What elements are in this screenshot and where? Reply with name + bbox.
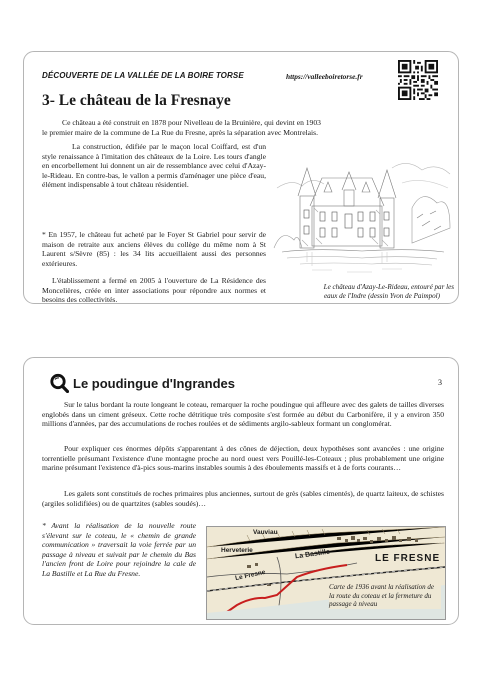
- poudingue-card: [23, 357, 459, 625]
- old-road-note: * Avant la réalisation de la nouvelle route s'élevant sur le coteau, le « chemin de grande communication » traversait la voie ferrée par un passage à niveau et suivait par le chemin du Bas l'ancien front de Loire pour rejoindre la cale de La Bastille et La Rue du Fresne.: [42, 521, 196, 578]
- history-paragraph: * En 1957, le château fut acheté par le Foyer St Gabriel pour servir de maison de retraite aux anciens élèves du collège du même nom à St Laurent s/Sèvre (85) : les 34 lits accueillaient aussi des personnes extérieures.: [42, 230, 266, 268]
- castle-caption-line-1: Le château d'Azay-Le-Rideau, entouré par les: [323, 283, 454, 291]
- magnifier-icon: [49, 373, 69, 393]
- map-label-herveterie: Herveterie: [221, 547, 253, 554]
- castle-caption-line-2: eaux de l'Indre (dessin Yvon de Paimpol): [323, 292, 440, 300]
- intro-line-1: Ce château a été construit en 1878 pour Nivelleau de la Bruinière, qui devint en 1903: [62, 118, 321, 127]
- section-title: Le poudingue d'Ingrandes: [73, 376, 235, 391]
- hypotheses-paragraph: Pour expliquer ces énormes dépôts s'apparentant à des cônes de déjection, deux hypothèses sont avancées : une origine torrentielle présumant l'existence d'une montagne proche au nord ouest vers Pouillé-les-Coteaux ; plus probablement une origine marine présumant l'existence d'à-pics sous-marins instables soumis à des éboulements massifs et à de forts courants…: [42, 444, 444, 473]
- qr-code-icon: [398, 60, 438, 100]
- page-title: 3- Le château de la Fresnaye: [42, 92, 231, 109]
- map-label-le-fresne: Le Fresne: [234, 568, 267, 583]
- map-1936: [206, 526, 446, 620]
- intro-line-2: le premier maire de la commune de La Rue du Fresne, après la séparation avec Montrelais.: [42, 127, 319, 137]
- construction-paragraph: La construction, édifiée par le maçon local Coiffard, est d'un style renaissance à l'imitation des châteaux de la Loire. Les tours d'angle en encorbellement lui donnent un air de ressemblance avec celui d'Azay-le-Rideau. En contre-bas, le vallon a permis d'aménager une pièce d'eau, élément indispensable à tout château résidentiel.: [42, 142, 266, 190]
- map-label-vauviau: Vauviau: [253, 529, 278, 536]
- map-label-le-fresne-caps: LE FRESNE: [375, 553, 441, 564]
- map-caption: Carte de 1936 avant la réalisation de la route du coteau et la fermeture du passage à niveau: [329, 583, 441, 609]
- series-header: DÉCOUVERTE DE LA VALLÉE DE LA BOIRE TORSE: [42, 71, 244, 80]
- castle-drawing: [272, 148, 452, 284]
- page-number: 3: [438, 378, 442, 387]
- closure-paragraph: L'établissement a fermé en 2005 à l'ouverture de La Résidence des Moncelières, créée en inter associations pour répondre aux normes et besoins des collectivités.: [42, 276, 266, 305]
- pebbles-paragraph: Les galets sont constitués de roches primaires plus anciennes, surtout de grès (sables cimentés), de quartz laiteux, de schistes (argiles solidifiées) ou de quartzites (sables soudés)…: [42, 489, 444, 508]
- castle-card: [23, 51, 459, 304]
- website-link[interactable]: https://valleeboiretorse.fr: [286, 72, 363, 81]
- map-label-la-bastille: La Bastille: [294, 548, 331, 561]
- rock-description-paragraph: Sur le talus bordant la route longeant le coteau, remarquer la roche poudingue qui affleure avec des galets de tailles diverses englobés dans un ciment gréseux. Cette roche détritique très composite s'est formée au début du Carbonifère, il y a environ 350 millions d'années, par des accumulations de roches roulées et de sédiments argilo-sableux formant un conglomérat.: [42, 400, 444, 429]
